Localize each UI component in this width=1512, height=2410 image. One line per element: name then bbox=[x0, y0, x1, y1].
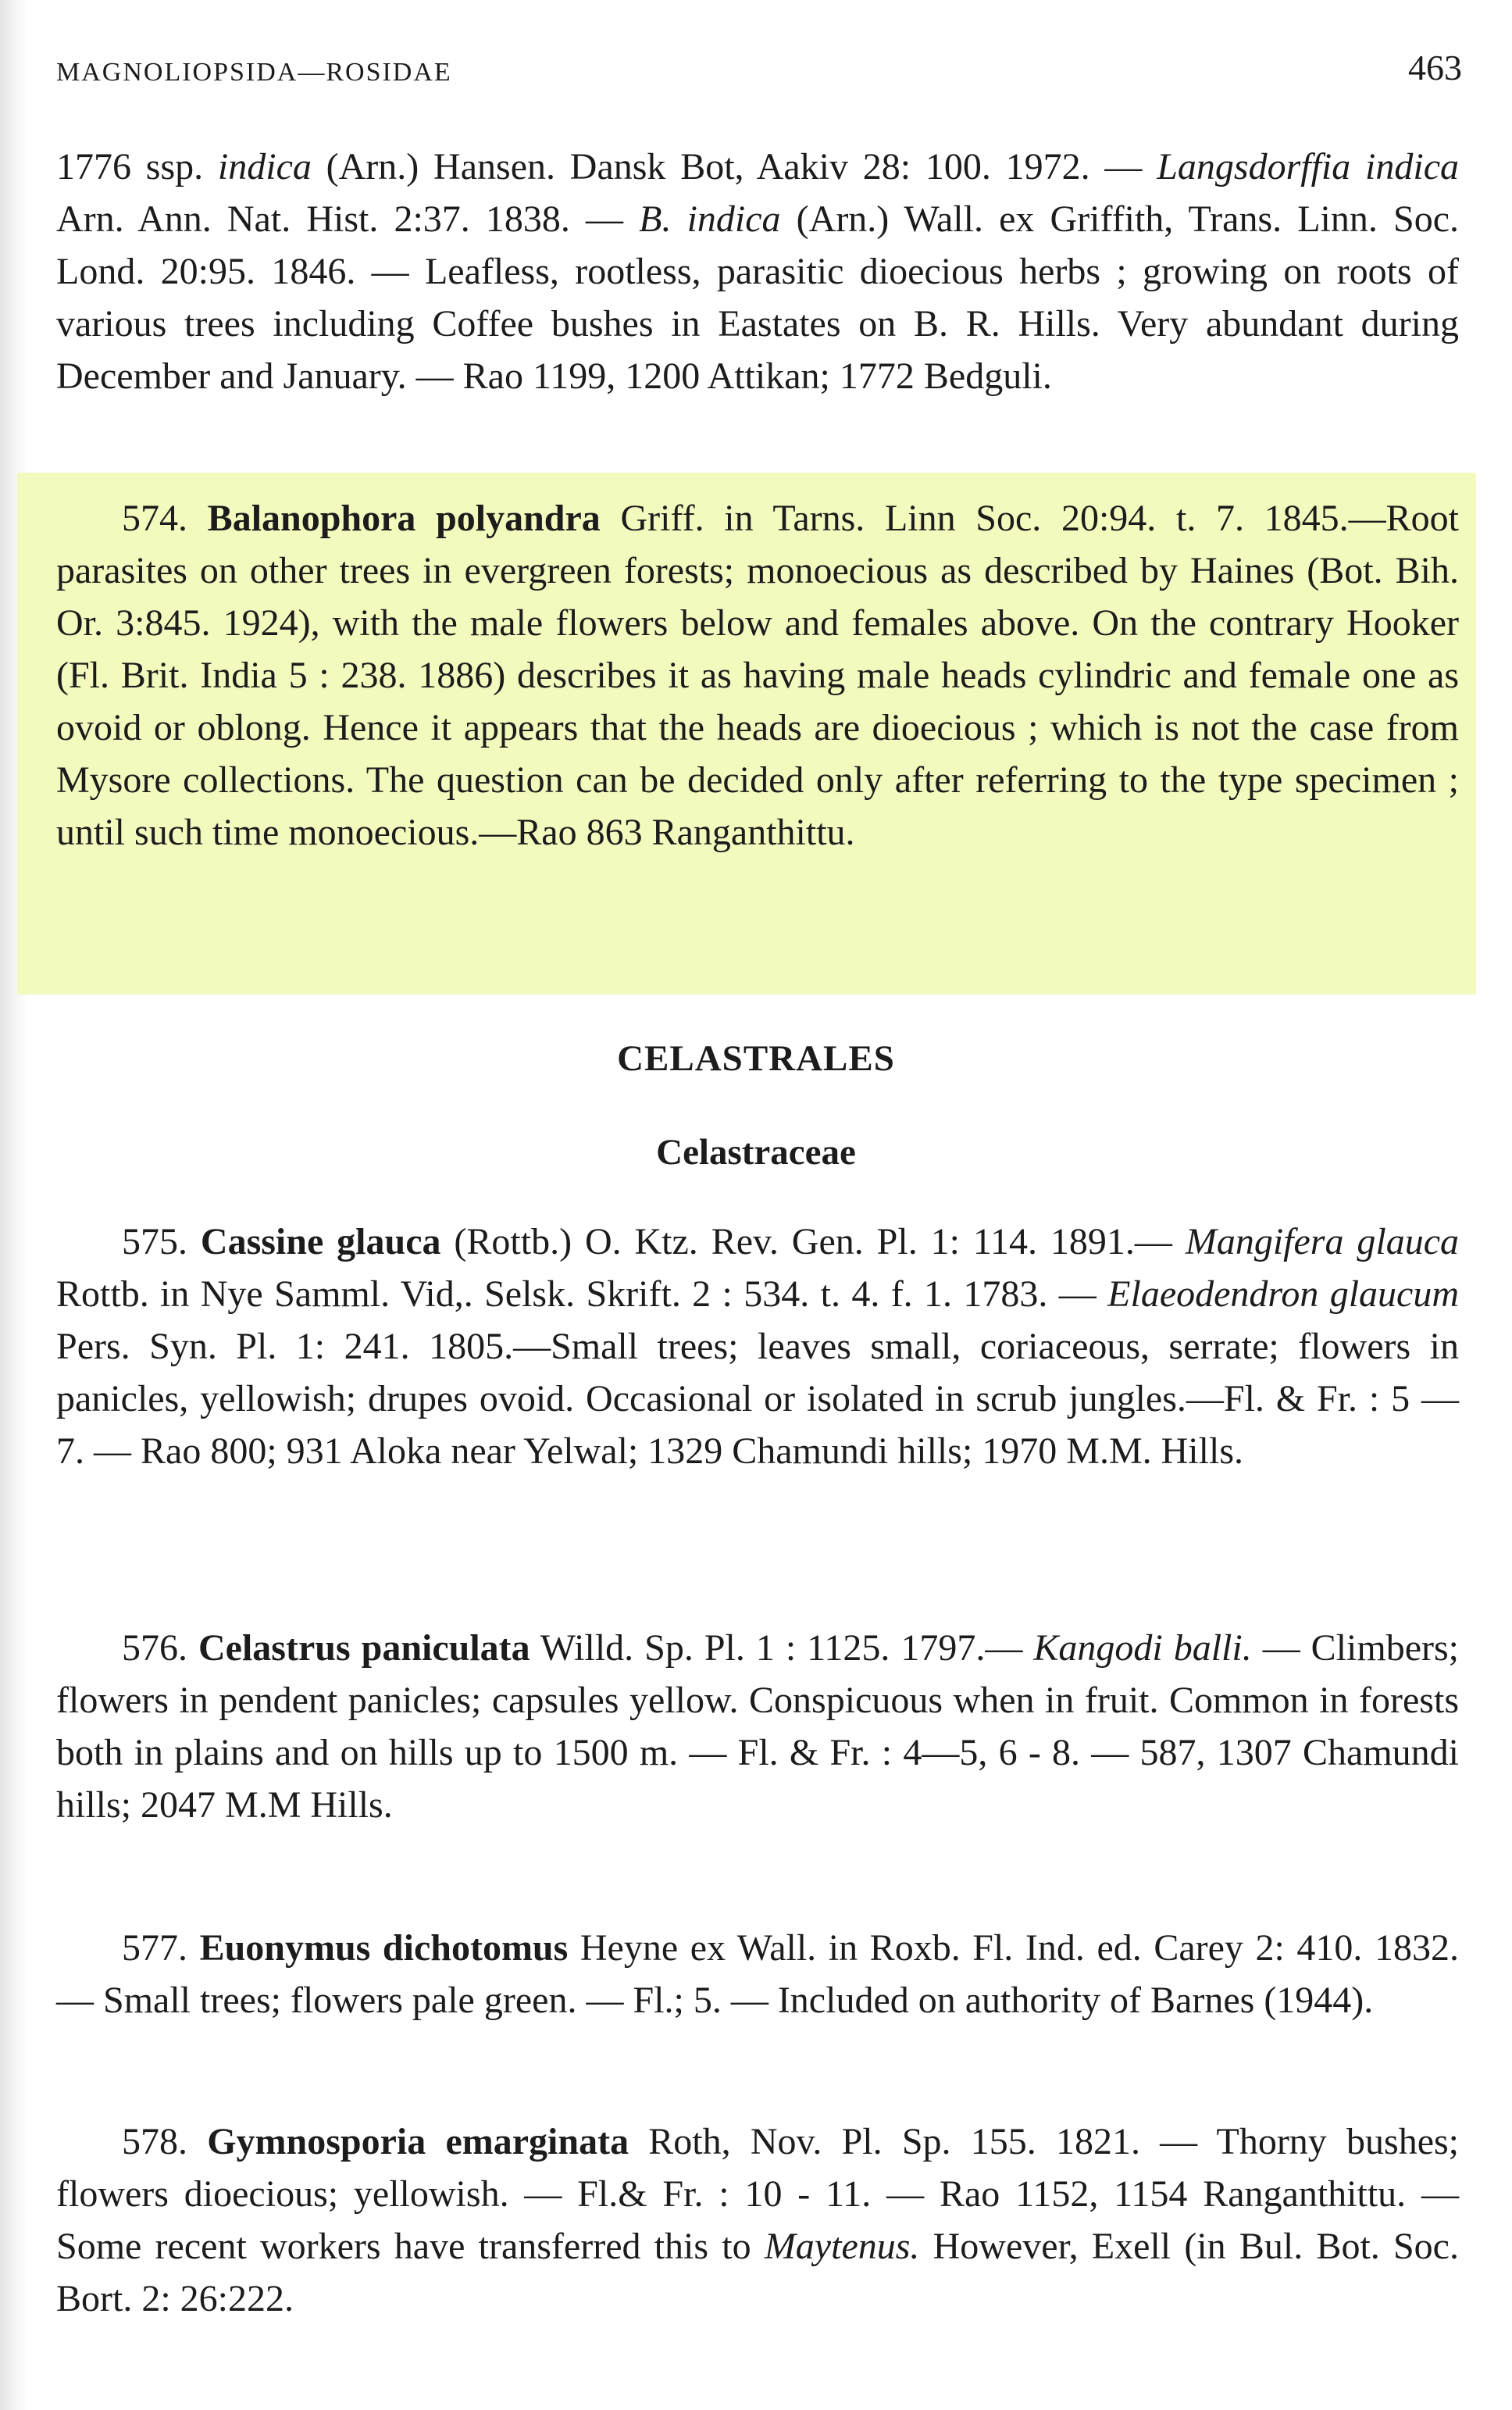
family-heading: Celastraceae bbox=[656, 1132, 856, 1173]
species-name: Euonymus dichotomus bbox=[199, 1927, 569, 1969]
entry-text: However, Exell (in Bul. Bot. Soc. Bort. 2: 26:222. bbox=[56, 2226, 1459, 2319]
species-name: Cassine glauca bbox=[200, 1221, 441, 1262]
entry-text: Pers. Syn. Pl. 1: 241. 1805.—Small trees; leaves small, coriaceous, serrate; flowers in panicles, yellowish; drupes ovoid. Occasional or isolated in scrub jungles.—Fl. & Fr. : 5 — 7. — Rao 800; 931 Aloka near Yelwal; 1329 Chamundi hills; 1970 M.M. Hills. bbox=[56, 1326, 1459, 1472]
entry-text: (Rottb.) O. Ktz. Rev. Gen. Pl. 1: 114. 1891.— bbox=[440, 1221, 1186, 1262]
entry-text: Willd. Sp. Pl. 1 : 1125. 1797.— bbox=[530, 1627, 1034, 1669]
entry-number: 578. bbox=[122, 2121, 187, 2162]
text-run: (Arn.) Wall. ex Griffith, Trans. Linn. Soc. Lond. 20:95. 1846. — Leafless, rootless, parasitic dioecious herbs ; growing on roots of various trees including Coffee bushes in Eastates on B. R. Hills. Very abundant during December and January. — Rao 1199, 1200 Attikan; 1772 Bedguli. bbox=[56, 198, 1460, 397]
italic-vernacular-name: Kangodi balli. bbox=[1033, 1627, 1252, 1669]
entry-578-paragraph bbox=[56, 2115, 1459, 2325]
italic-epithet: indica bbox=[217, 146, 312, 187]
running-head: MAGNOLIOPSIDA—ROSIDAE bbox=[56, 58, 452, 87]
italic-genus-name: Maytenus. bbox=[764, 2226, 920, 2267]
entry-number: 576. bbox=[122, 1627, 187, 1669]
text-run: Arn. Ann. Nat. Hist. 2:37. 1838. — bbox=[56, 198, 640, 240]
entry-number: 577. bbox=[122, 1927, 187, 1969]
page-header bbox=[56, 47, 1462, 102]
entry-text: Heyne ex Wall. in Roxb. Fl. Ind. ed. Carey 2: 410. 1832. — Small trees; flowers pale green. — Fl.; 5. — Included on authority of Barnes (1944). bbox=[56, 1927, 1459, 2021]
entry-number: 574. bbox=[122, 498, 187, 539]
entry-text: Roth, Nov. Pl. Sp. 155. 1821. — Thorny bushes; flowers dioecious; yellowish. — Fl.& Fr. : 10 - 11. — Rao 1152, 1154 Ranganthittu. — Some recent workers have transferred this to bbox=[56, 2121, 1460, 2267]
species-name: Balanophora polyandra bbox=[207, 498, 601, 539]
italic-synonym: Mangifera glauca bbox=[1185, 1221, 1460, 1262]
entry-575-paragraph bbox=[56, 1216, 1459, 1477]
page-edge-shadow bbox=[0, 0, 28, 2410]
text-run: 1776 ssp. bbox=[56, 146, 218, 187]
entry-576-paragraph bbox=[56, 1622, 1459, 1831]
entry-text: Griff. in Tarns. Linn Soc. 20:94. t. 7. 1845.—Root parasites on other trees in evergreen forests; monoecious as described by Haines (Bot. Bih. Or. 3:845. 1924), with the male flowers below and females above. On the contrary Hooker (Fl. Brit. India 5 : 238. 1886) describes it as having male heads cylindric and female one as ovoid or oblong. Hence it appears that the heads are dioecious ; which is not the case from Mysore collections. The question can be decided only after referring to the type specimen ; until such time monoecious.—Rao 863 Ranganthittu. bbox=[56, 498, 1460, 853]
entry-continuation-paragraph bbox=[56, 141, 1459, 402]
entry-574-paragraph bbox=[56, 492, 1459, 859]
italic-synonym: Elaeodendron glaucum bbox=[1107, 1273, 1459, 1315]
page-number: 463 bbox=[1408, 48, 1462, 87]
entry-number: 575. bbox=[122, 1221, 187, 1262]
entry-text: — Climbers; flowers in pendent panicles; capsules yellow. Conspicuous when in fruit. Common in forests both in plains and on hills up to 1500 m. — Fl. & Fr. : 4—5, 6 - 8. — 587, 1307 Chamundi hills; 2047 M.M Hills. bbox=[56, 1627, 1459, 1826]
italic-synonym: B. indica bbox=[639, 198, 781, 240]
text-run: (Arn.) Hansen. Dansk Bot, Aakiv 28: 100. 1972. — bbox=[311, 146, 1157, 187]
species-name: Celastrus paniculata bbox=[198, 1627, 530, 1669]
italic-synonym: Langsdorffia indica bbox=[1157, 146, 1459, 187]
entry-text: Rottb. in Nye Samml. Vid,. Selsk. Skrift. 2 : 534. t. 4. f. 1. 1783. — bbox=[56, 1273, 1108, 1315]
entry-577-paragraph bbox=[56, 1922, 1459, 2026]
order-heading: CELASTRALES bbox=[617, 1038, 895, 1079]
species-name: Gymnosporia emarginata bbox=[207, 2121, 629, 2162]
